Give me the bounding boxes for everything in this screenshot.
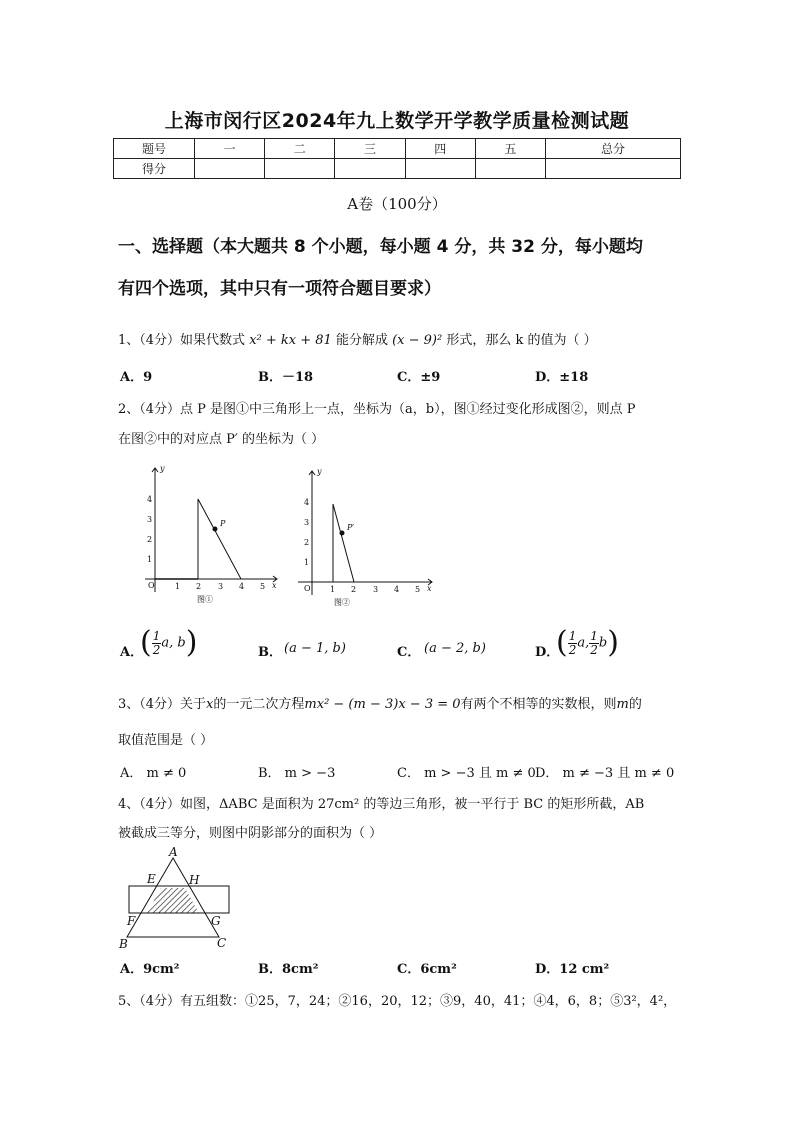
fig1-axis-x: x: [272, 581, 277, 590]
question-3-line1: [118, 693, 688, 712]
q2-figure-2: [290, 465, 440, 610]
score-header-cell: 五: [475, 139, 545, 159]
q1-expr1: x² + kx + 81: [249, 333, 332, 348]
q3-equation: mx² − (m − 3)x − 3 = 0: [304, 697, 461, 712]
fig1-tick-x: 5: [260, 582, 266, 591]
frac-denominator: 2: [568, 642, 577, 657]
score-cell[interactable]: [405, 159, 475, 179]
q4-label-a: A: [169, 845, 178, 859]
fig2-tick-x: 1: [330, 585, 336, 594]
fig1-tick-x: 1: [175, 582, 181, 591]
score-table-score-row: [114, 159, 681, 179]
fig1-axis-y: y: [160, 464, 165, 473]
fig1-origin: O: [148, 581, 155, 590]
q2-figure-1: [135, 462, 285, 607]
question-4-line1: 4、（4分）如图，ΔABC 是面积为 27cm² 的等边三角形，被一平行于 BC 的矩形所截，AB: [118, 797, 645, 812]
q2-option-d-rest: b: [598, 635, 608, 651]
score-cell[interactable]: [265, 159, 335, 179]
q1-suffix: 形式，那么 k 的值为（ ）: [446, 333, 597, 348]
score-cell[interactable]: [335, 159, 405, 179]
fig2-axis-x: x: [427, 584, 432, 593]
score-header-cell: 三: [335, 139, 405, 159]
frac-numerator: 1: [590, 628, 598, 643]
score-header-cell: 题号: [114, 139, 195, 159]
q2-option-a-rest: a, b: [161, 635, 186, 651]
score-header-cell: 总分: [546, 139, 681, 159]
q4-shaded-region: [147, 888, 199, 913]
fig2-axis-y: y: [317, 467, 322, 476]
question-2-line1: 2、（4分）点 P 是图①中三角形上一点，坐标为（a，b），图①经过变化形成图②，则点 P: [118, 402, 636, 417]
q4-option-d[interactable]: D．12 cm²: [535, 962, 610, 977]
page-title: 上海市闵行区2024年九上数学开学教学质量检测试题: [164, 110, 630, 132]
q3-option-b[interactable]: B． m > −3: [258, 766, 336, 781]
q2-option-a[interactable]: ( $\frac{1}{2}$ a, b): [140, 625, 198, 660]
fig2-point-label: P′: [347, 523, 355, 532]
fig2-point-p: [340, 531, 345, 536]
q1-option-b[interactable]: B．－18: [258, 370, 314, 385]
question-5-line1: 5、（4分）有五组数：①25，7，24；②16，20，12；③9，40，41；④4，6，8；⑤3²，4²，: [118, 994, 677, 1009]
q1-prefix: 1、（4分）如果代数式: [118, 333, 246, 348]
question-1: [118, 329, 688, 348]
fig1-tick-y: 2: [147, 535, 153, 544]
q2-option-b[interactable]: (a − 1, b): [284, 641, 346, 656]
fig1-point-label: P: [220, 519, 226, 528]
q3-text: 3、（4分）关于: [118, 697, 207, 712]
q3-var-m: m: [616, 697, 629, 712]
fig2-tick-x: 5: [415, 585, 421, 594]
q2-option-c-label[interactable]: C．: [397, 645, 421, 660]
q4-label-f: F: [127, 914, 136, 928]
q4-option-a[interactable]: A．9cm²: [120, 962, 180, 977]
q4-option-c[interactable]: C．6cm²: [397, 962, 457, 977]
frac-denominator: 2: [152, 642, 161, 657]
q4-label-e: E: [147, 872, 156, 886]
q3-text: 的: [628, 697, 642, 712]
fig2-caption: 图②: [334, 598, 350, 607]
q3-option-a[interactable]: A． m ≠ 0: [120, 766, 187, 781]
fig1-point-p: [213, 527, 218, 532]
q4-label-h: H: [189, 873, 200, 887]
q3-text: 有两个不相等的实数根，则: [460, 697, 617, 712]
fig1-tick-y: 1: [147, 555, 153, 564]
volume-heading: A卷（100分）: [347, 195, 447, 213]
q2-option-b-label[interactable]: B．: [258, 645, 282, 660]
fig2-tick-x: 3: [373, 585, 379, 594]
fig2-tick-y: 1: [304, 558, 310, 567]
score-cell[interactable]: [195, 159, 265, 179]
fig2-tick-x: 4: [394, 585, 400, 594]
score-header-cell: 一: [195, 139, 265, 159]
score-cell[interactable]: [546, 159, 681, 179]
q3-option-d[interactable]: D． m ≠ −3 且 m ≠ 0: [535, 766, 675, 781]
q1-mid: 能分解成: [335, 333, 388, 348]
score-header-cell: 二: [265, 139, 335, 159]
q3-option-c[interactable]: C． m > −3 且 m ≠ 0: [397, 766, 536, 781]
q1-option-a[interactable]: A．9: [120, 370, 153, 385]
fig2-tick-y: 4: [304, 498, 310, 507]
question-2-line2: 在图②中的对应点 P′ 的坐标为（ ）: [118, 432, 325, 447]
score-table: [113, 138, 681, 179]
fig2-tick-x: 2: [351, 585, 357, 594]
fig2-tick-y: 3: [304, 518, 310, 527]
question-3-line2: 取值范围是（ ）: [118, 733, 214, 748]
score-row-label: 得分: [114, 159, 195, 179]
fig1-tick-x: 2: [196, 582, 202, 591]
fig1-caption: 图①: [197, 595, 213, 604]
frac-numerator: 1: [152, 628, 161, 643]
q4-label-c: C: [217, 936, 227, 950]
q2-option-c[interactable]: (a − 2, b): [424, 641, 486, 656]
q2-option-d-mid: a,: [577, 635, 590, 651]
q4-label-b: B: [119, 937, 128, 951]
q3-text: 的一元二次方程: [213, 697, 305, 712]
fig1-tick-y: 4: [147, 495, 153, 504]
score-table-header-row: [114, 139, 681, 159]
frac-denominator: 2: [590, 642, 598, 657]
q2-option-d-label[interactable]: D．: [535, 645, 560, 660]
score-cell[interactable]: [475, 159, 545, 179]
fig2-origin: O: [304, 584, 311, 593]
q4-figure: [113, 845, 243, 953]
fig1-tick-y: 3: [147, 515, 153, 524]
fig2-tick-y: 2: [304, 538, 310, 547]
q1-option-d[interactable]: D．±18: [535, 370, 589, 385]
q4-option-b[interactable]: B．8cm²: [258, 962, 319, 977]
fig1-tick-x: 4: [239, 582, 245, 591]
question-4-line2: 被截成三等分，则图中阴影部分的面积为（ ）: [118, 826, 383, 841]
frac-numerator: 1: [568, 628, 577, 643]
fig1-tick-x: 3: [218, 582, 224, 591]
q2-option-a-label[interactable]: A．: [120, 645, 144, 660]
q1-expr2: (x − 9)²: [392, 333, 443, 348]
section-heading-line2: 有四个选项，其中只有一项符合题目要求）: [118, 279, 441, 299]
q3-var-x: x: [206, 697, 214, 712]
q1-option-c[interactable]: C．±9: [397, 370, 441, 385]
section-heading-line1: 一、选择题（本大题共 8 个小题，每小题 4 分，共 32 分，每小题均: [118, 237, 643, 257]
q4-label-g: G: [211, 914, 221, 928]
score-header-cell: 四: [405, 139, 475, 159]
q2-option-d[interactable]: ( $\frac{1}{2}$ a, $\frac{1}{2}$ b): [556, 625, 619, 660]
